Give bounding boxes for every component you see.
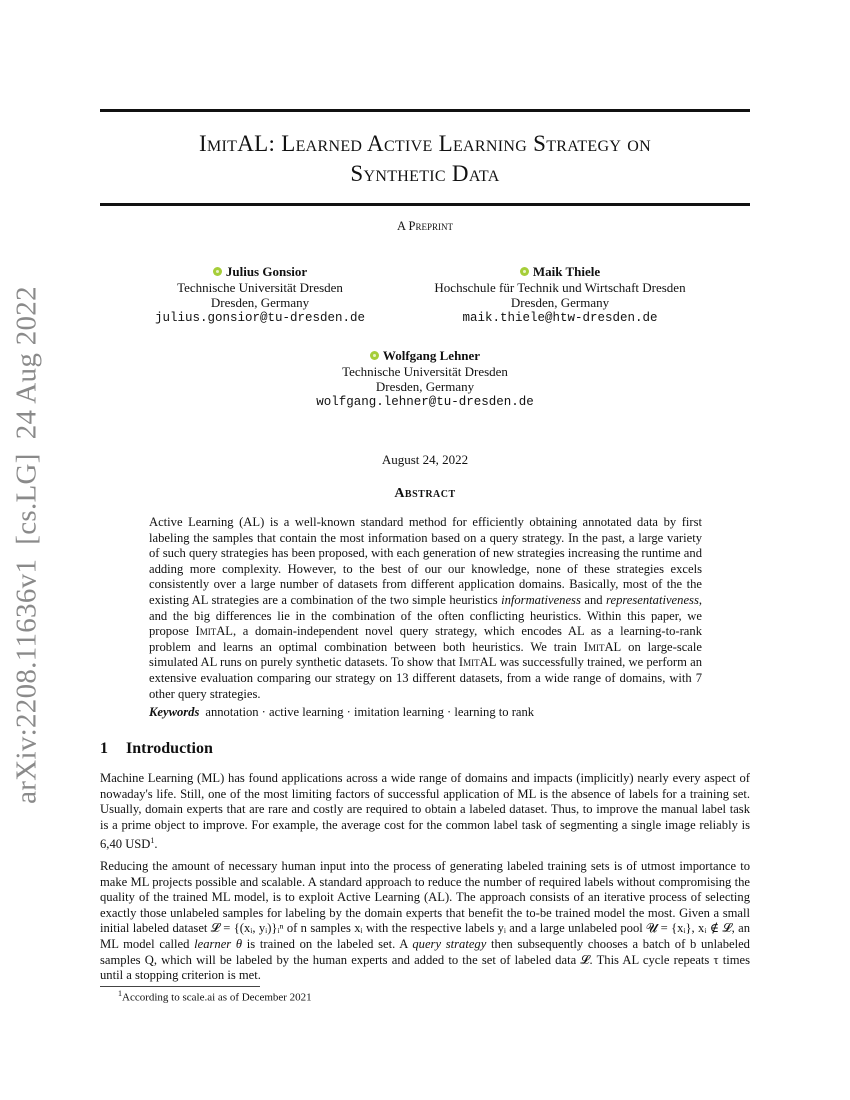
paragraph-text: then subsequently chooses a batch of b unlabeled samples Q, which will be labeled by the human experts and added to the set of labeled data 𝓛. This AL cycle repeats τ times until a stopping criterion is met.: [100, 936, 750, 983]
paragraph: [100, 859, 750, 984]
paragraph-text: Machine Learning (ML) has found applications across a wide range of domains and impacts (implicitly) nearly every aspect of nowaday's life. Still, one of the most limiting factors of successful application of ML is the absence of labels for a training set. Usually, domain experts that are rare and costly are required to obtain a labeled dataset. Thus, to improve the manual label task is a prime object to improve. For example, the average cost for the common label task of segmenting a single image reliably is 6,40 USD: [100, 771, 750, 852]
paper-date: August 24, 2022: [381, 452, 469, 467]
abstract-emphasis: representativeness: [606, 592, 699, 607]
arxiv-date: 24 Aug 2022: [10, 286, 43, 440]
author-name: Maik Thiele: [532, 264, 601, 279]
footnote-text: According to scale.ai as of December 2021: [122, 991, 312, 1004]
footnote-rule: [100, 986, 260, 987]
section-title: Introduction: [126, 740, 213, 757]
keywords-label: Keywords: [149, 705, 200, 719]
arxiv-id: arXiv:2208.11636v1: [10, 558, 43, 804]
title-rule-top: [100, 109, 750, 112]
abstract-heading: Abstract: [394, 486, 456, 501]
method-name: ImitAL: [583, 639, 622, 654]
paragraph: [100, 771, 750, 853]
abstract-text: , a domain-independent novel query strategy, which encodes AL as a learning-to-rank problem and learns an optimal combination between both heuristics. We train: [149, 624, 702, 654]
arxiv-category: [cs.LG]: [10, 453, 43, 545]
method-name: ImitAL: [458, 655, 497, 670]
author-location: Dresden, Germany: [375, 379, 475, 394]
orcid-icon[interactable]: [213, 267, 222, 276]
arxiv-stamp: [11, 272, 44, 804]
keywords: [149, 705, 534, 720]
title-line-2: Synthetic Data: [350, 161, 500, 186]
title-line-1: ImitAL: Learned Active Learning Strategy on: [199, 131, 651, 156]
paragraph-emphasis: query strategy: [412, 936, 487, 951]
orcid-icon[interactable]: [520, 267, 529, 276]
abstract-text: , and the big differences lie in the combination of the often conflicting heuristics. Within this paper, we propose: [149, 592, 702, 639]
title-rule-bottom: [100, 203, 750, 206]
author-location: Dresden, Germany: [210, 295, 310, 310]
paragraph-text: is trained on the labeled set. A: [242, 936, 413, 951]
paragraph-text: .: [154, 837, 158, 852]
author-name: Wolfgang Lehner: [382, 348, 481, 363]
abstract-text: Active Learning (AL) is a well-known standard method for efficiently obtaining annotated data by first labeling the samples that contain the most information based on a query strategy. In the past, a large variety of such query strategies has been proposed, with each generation of new strategies increasing the runtime and adding more complexity. However, to the best of our our knowledge, none of these strategies excels consistently over a large number of datasets from different application domains. Basically, most of the the existing AL strategies are a combination of the two simple heuristics: [149, 515, 702, 607]
author-email[interactable]: julius.gonsior@tu-dresden.de: [154, 310, 366, 325]
author-affiliation: Hochschule für Technik und Wirtschaft Dresden: [434, 279, 686, 295]
author-affiliation: Technische Universität Dresden: [342, 363, 508, 379]
author-name: Julius Gonsior: [225, 264, 308, 279]
author-block: [410, 264, 710, 326]
abstract-emphasis: informativeness: [501, 592, 581, 607]
author-block: [300, 348, 550, 410]
author-email[interactable]: maik.thiele@htw-dresden.de: [462, 310, 658, 325]
abstract-text: on large-scale simulated AL runs on purely synthetic datasets. To show that: [149, 639, 702, 670]
footnote: [118, 989, 312, 1004]
preprint-label: A Preprint: [397, 219, 453, 233]
author-location: Dresden, Germany: [510, 295, 610, 310]
method-name: ImitAL: [195, 624, 233, 639]
footnote-mark[interactable]: 1: [150, 836, 155, 846]
author-affiliation: Technische Universität Dresden: [177, 279, 343, 295]
keywords-text: annotation · active learning · imitation learning · learning to rank: [205, 705, 535, 719]
paper-title: [100, 129, 750, 189]
abstract-body: [149, 515, 702, 702]
author-email[interactable]: wolfgang.lehner@tu-dresden.de: [316, 394, 534, 409]
abstract-text: was successfully trained, we perform an extensive evaluation comparing our strategy on 13 different datasets, from a wide range of domains, with 7 other query strategies.: [149, 655, 703, 701]
author-block: [150, 264, 370, 326]
paragraph-text: Reducing the amount of necessary human input into the process of generating labeled training sets is of utmost importance to make ML projects possible and scalable. A standard approach to reduce the number of required labels without compromising the quality of the trained ML model, is to exploit Active Learning (AL). The approach consists of an iterative process of selecting exactly those unlabeled samples for labeling by the domain experts that benefit the to-be trained model the most. Given a small initial labeled dataset 𝓛 = {(xᵢ, yᵢ)}ᵢⁿ of n samples xᵢ with the respective labels yᵢ and a large unlabeled pool 𝓤 = {xᵢ}, xᵢ ∉ 𝓛, an ML model called: [100, 859, 750, 951]
abstract-text: and: [580, 592, 607, 607]
section-number: 1: [100, 740, 108, 757]
paragraph-emphasis: learner θ: [194, 936, 243, 951]
footnote-mark: 1: [118, 989, 122, 998]
section-heading: [100, 740, 213, 758]
orcid-icon[interactable]: [370, 351, 379, 360]
